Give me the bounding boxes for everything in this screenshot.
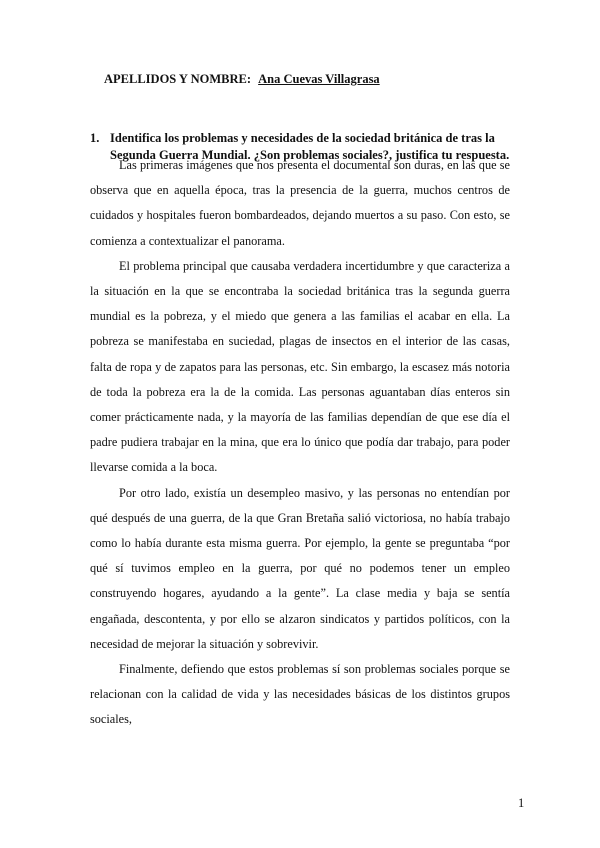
author-header <box>104 72 380 87</box>
question-text: Identifica los problemas y necesidades de la sociedad británica de tras la Segunda Guerra Mundial. ¿Son problemas sociales?, justifica tu respuesta. <box>110 131 510 162</box>
paragraph: El problema principal que causaba verdadera incertidumbre y que caracteriza a la situación en la que se encontraba la sociedad británica tras la segunda guerra mundial es la pobreza, y el miedo que genera a las familias el acabar en ella. La pobreza se manifestaba en suciedad, plagas de insectos en el interior de las casas, falta de ropa y de zapatos para las personas, etc. Sin embargo, la escasez más notoria de toda la pobreza era la de la comida. Las personas aguantaban días enteros sin comer prácticamente nada, y la mayoría de las familias dependían de que ese día el padre pudiera trabajar en la mina, que era lo único que podía dar trabajo, para poder llevarse comida a la boca. <box>90 258 510 475</box>
author-label: APELLIDOS Y NOMBRE: <box>104 72 252 86</box>
paragraph: Finalmente, defiendo que estos problemas sí son problemas sociales porque se relacionan con la calidad de vida y las necesidades básicas de los distintos grupos sociales, <box>90 662 510 727</box>
question-number: 1. <box>90 131 100 145</box>
paragraph: Las primeras imágenes que nos presenta el documental son duras, en las que se observa que en aquella época, tras la presencia de la guerra, muchos centros de cuidados y hospitales fueron bombardeados, dejando muertos a su paso. Con esto, se comienza a contextualizar el panorama. <box>90 158 510 248</box>
author-name: Ana Cuevas Villagrasa <box>258 72 380 86</box>
page-number: 1 <box>518 796 525 810</box>
paragraph: Por otro lado, existía un desempleo masivo, y las personas no entendían por qué después de una guerra, de la que Gran Bretaña salió victoriosa, no había trabajo como lo había durante esta misma guerra. Por ejemplo, la gente se preguntaba “por qué sí tuvimos empleo en la guerra, por qué no podemos tener un empleo construyendo hogares, ayudando a la gente”. La clase media y baja se sentía engañada, descontenta, y por ello se alzaron sindicatos y partidos políticos, con la necesidad de mejorar la situación y sobrevivir. <box>90 485 510 651</box>
answer-body <box>90 153 510 733</box>
